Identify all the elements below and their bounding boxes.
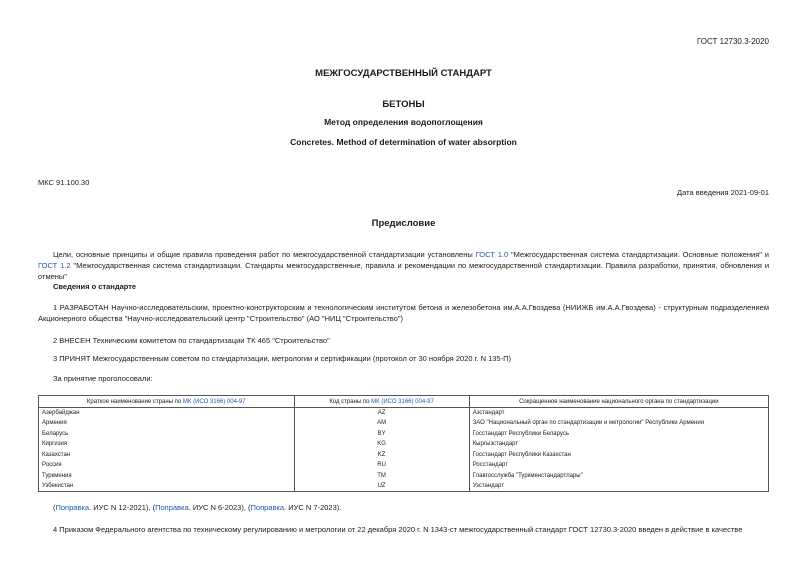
gost-1-2-link[interactable]: ГОСТ 1.2 <box>38 261 71 270</box>
standard-info-heading: Сведения о стандарте <box>53 282 137 291</box>
country-cell: Армения <box>39 418 295 429</box>
organ-cell: Узстандарт <box>469 481 768 492</box>
country-cell: Киргизия <box>39 439 295 450</box>
organ-cell: Главгосслужба "Туркменстандартлары" <box>469 471 768 482</box>
effective-date: Дата введения 2021-09-01 <box>677 188 769 197</box>
column-header-code: Код страны по МК (ИСО 3166) 004-97 <box>294 396 469 408</box>
code-cell: TM <box>294 471 469 482</box>
preface-intro-paragraph <box>38 249 769 282</box>
organ-cell: ЗАО "Национальный орган по стандартизации и метрологии" Республики Армения <box>469 418 768 429</box>
mks-code: МКС 91.100.30 <box>38 178 90 187</box>
table-row <box>39 429 769 440</box>
organ-cell: Азстандарт <box>469 408 768 419</box>
document-subtitle-ru: Метод определения водопоглощения <box>324 117 483 127</box>
document-title: БЕТОНЫ <box>382 99 425 110</box>
country-cell: Азербайджан <box>39 408 295 419</box>
document-subtitle-en: Concretes. Method of determination of water absorption <box>290 137 517 147</box>
code-cell: AZ <box>294 408 469 419</box>
organ-cell: Госстандарт Республики Беларусь <box>469 429 768 440</box>
table-row <box>39 408 769 419</box>
intro-text-1: Цели, основные принципы и общие правила проведения работ по межгосударственной стандартизации установлены <box>53 250 476 259</box>
intro-text-3: "Межгосударственная система стандартизации. Стандарты межгосударственные, правила и рекомендации по межгосударственной стандартизации. Правила разработки, принятия, обновления и отмены" <box>38 261 770 281</box>
table-header-row <box>39 396 769 408</box>
organ-cell: Росстандарт <box>469 460 768 471</box>
introduced-by-paragraph: 2 ВНЕСЕН Техническим комитетом по стандартизации ТК 465 "Строительство" <box>53 336 330 345</box>
country-cell: Беларусь <box>39 429 295 440</box>
code-cell: UZ <box>294 481 469 492</box>
organ-cell: Госстандарт Республики Казахстан <box>469 450 768 461</box>
table-row <box>39 460 769 471</box>
code-cell: KG <box>294 439 469 450</box>
voting-states-table <box>38 395 769 492</box>
organ-cell: Кыргызстандарт <box>469 439 768 450</box>
code-cell: KZ <box>294 450 469 461</box>
table-row <box>39 439 769 450</box>
table-row <box>39 418 769 429</box>
table-row <box>39 471 769 482</box>
amendments-line: (Поправка. ИУС N 12-2021), (Поправка. ИУС N 6-2023), (Поправка. ИУС N 7-2023). <box>53 503 342 512</box>
country-cell: Россия <box>39 460 295 471</box>
order-paragraph: 4 Приказом Федерального агентства по техническому регулированию и метрологии от 22 декабря 2020 г. N 1343-ст межгосударственный стандарт ГОСТ 12730.3-2020 введен в действие в качестве <box>53 525 743 534</box>
amendment-link[interactable]: Поправка <box>250 503 285 512</box>
amendment-link[interactable]: Поправка <box>155 503 189 512</box>
code-cell: RU <box>294 460 469 471</box>
developer-paragraph: 1 РАЗРАБОТАН Научно-исследовательским, проектно-конструкторским и технологическим институтом бетона и железобетона им.А.А.Гвоздева (НИИЖБ им.А.А.Гвоздева) - структурным подразделением Акционерного общества "Научно-исследовательский центр "Строительство" (АО "НИЦ "Строительство") <box>38 303 769 323</box>
document-code: ГОСТ 12730.3-2020 <box>696 37 769 46</box>
adopted-by-paragraph: 3 ПРИНЯТ Межгосударственным советом по стандартизации, метрологии и сертификации (протокол от 30 ноября 2020 г. N 135-П) <box>53 354 511 363</box>
amendment-link[interactable]: Поправка <box>55 503 90 512</box>
preface-heading: Предисловие <box>371 218 436 229</box>
country-cell: Казахстан <box>39 450 295 461</box>
column-header-organ: Сокращенное наименование национального органа по стандартизации <box>469 396 768 408</box>
voted-for-label: За принятие проголосовали: <box>53 374 153 383</box>
country-cell: Туркмения <box>39 471 295 482</box>
intro-text-2: "Межгосударственная система стандартизации. Основные положения" и <box>508 250 769 259</box>
mk-iso-3166-link[interactable]: МК (ИСО 3166) 004-97 <box>371 398 434 405</box>
table-row <box>39 481 769 492</box>
code-cell: AM <box>294 418 469 429</box>
code-cell: BY <box>294 429 469 440</box>
standard-type-heading: МЕЖГОСУДАРСТВЕННЫЙ СТАНДАРТ <box>315 68 492 79</box>
gost-1-0-link[interactable]: ГОСТ 1.0 <box>475 250 509 259</box>
column-header-country: Краткое наименование страны по МК (ИСО 3166) 004-97 <box>39 396 295 408</box>
table-row <box>39 450 769 461</box>
mk-iso-3166-link[interactable]: МК (ИСО 3166) 004-97 <box>182 398 246 405</box>
country-cell: Узбекистан <box>39 481 295 492</box>
